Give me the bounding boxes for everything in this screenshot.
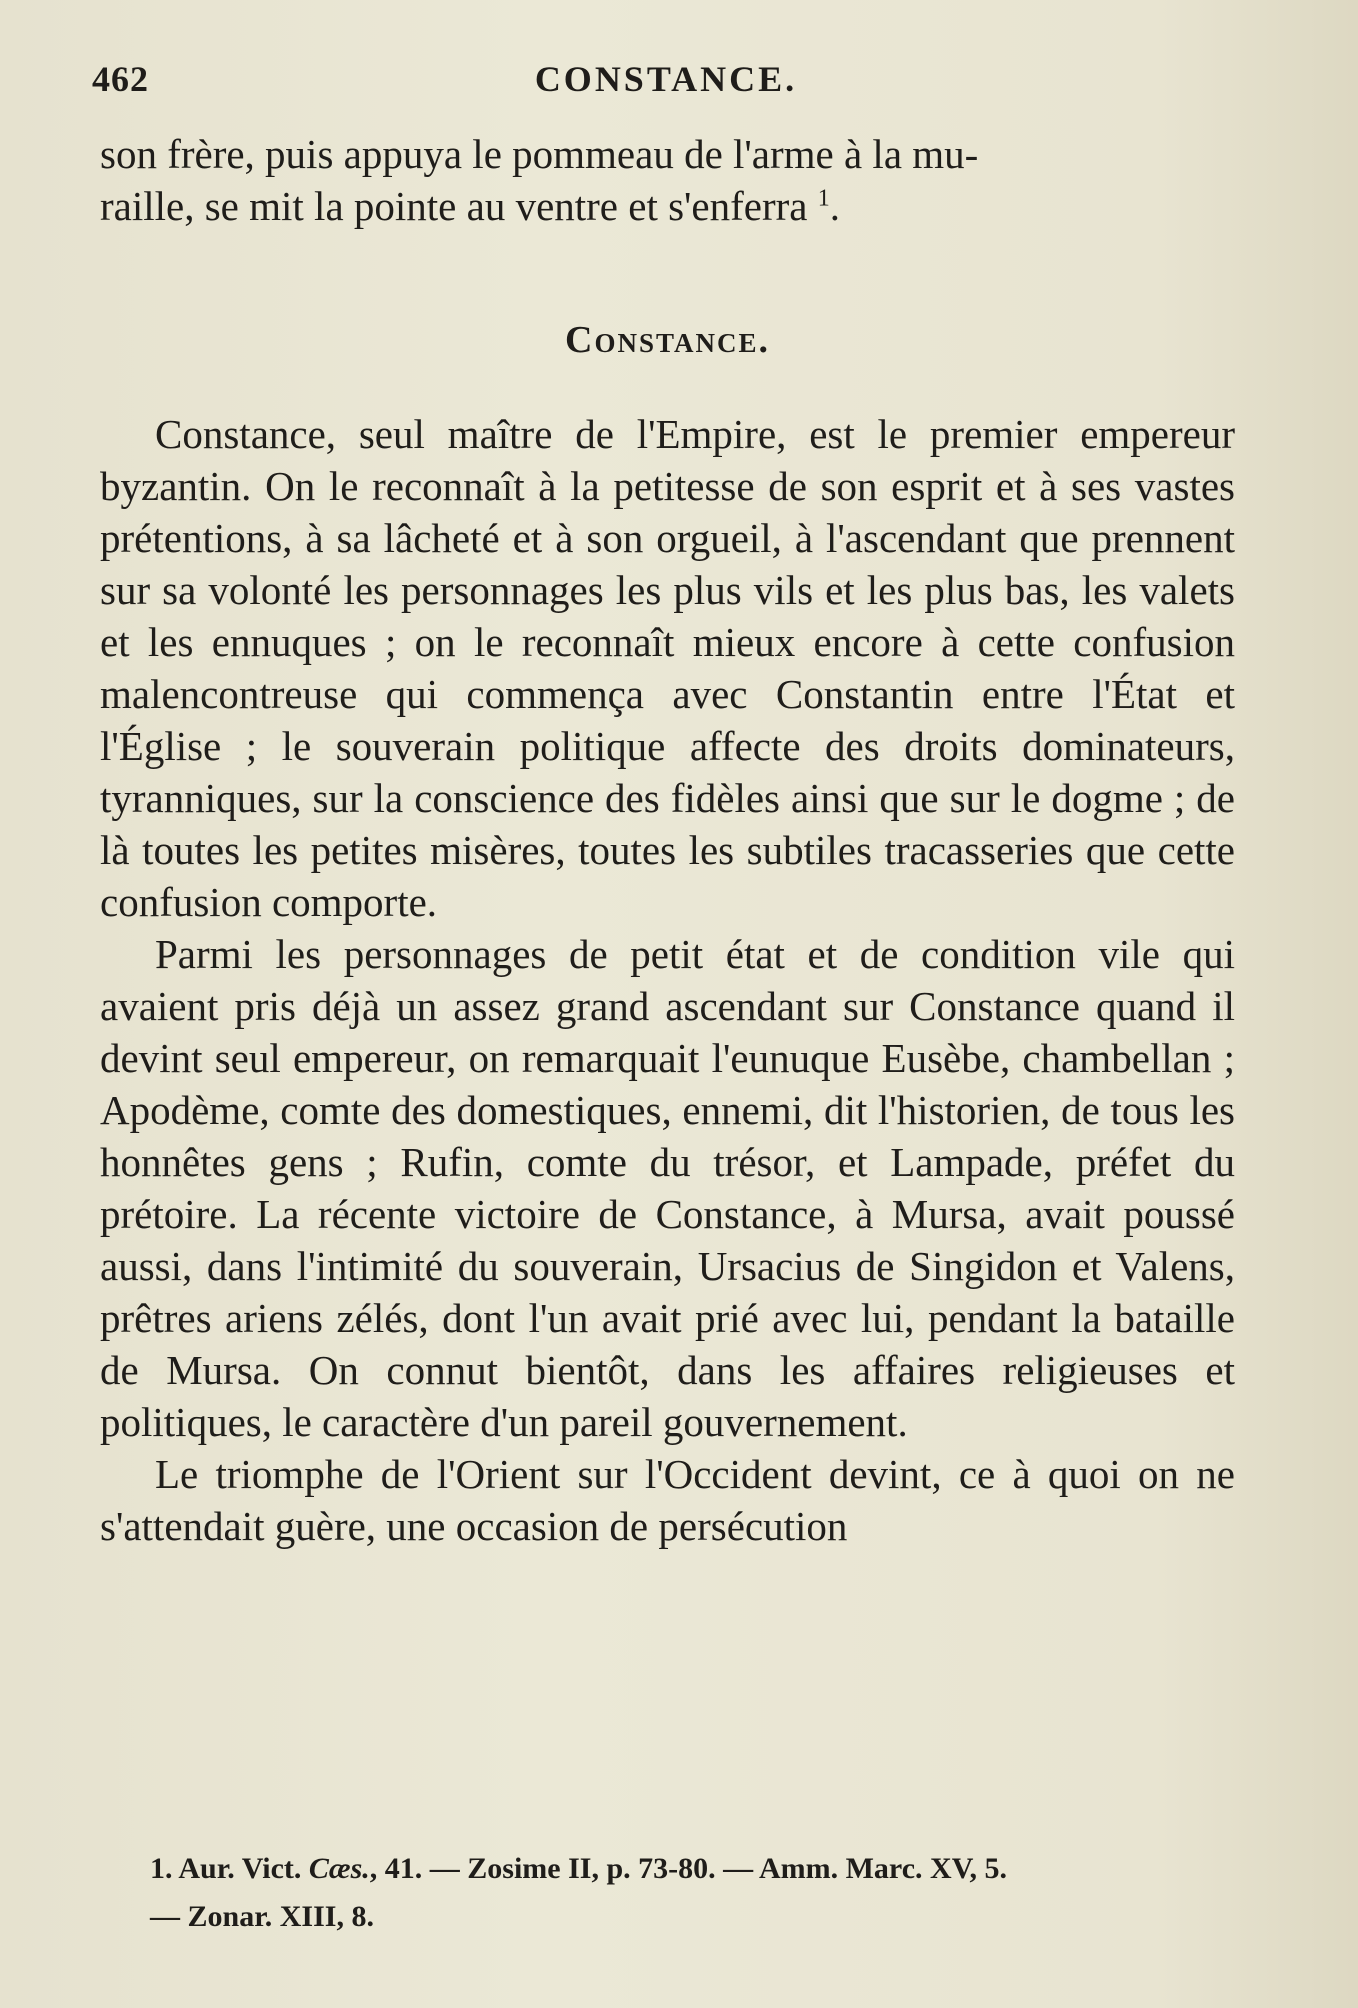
page-number: 462 bbox=[92, 59, 149, 99]
footnote-source-a: Aur. Vict. bbox=[178, 1852, 302, 1885]
section-title: Constance. bbox=[565, 319, 770, 361]
intro-line-2-end: . bbox=[829, 183, 840, 229]
paragraph-1: Constance, seul maître de l'Empire, est le premier empereur byzantin. On le reconnaît à la petitesse de son esprit et à ses vastes prétentions, à sa lâcheté et à son orgueil, à l'ascendant que prennent sur sa volonté les personnages les plus vils et les plus bas, les valets et les ennuques ; on le reconnaît mieux encore à cette confusion malencontreuse qui commença avec Constantin entre l'État et l'Église ; le souverain politique affecte des droits dominateurs, tyranniques, sur la conscience des fidèles ainsi que sur le dogme ; de là toutes les petites misères, toutes les subtiles tracasseries que cette confusion comporte. bbox=[100, 411, 1235, 925]
footnote-1-continued: — Zonar. XIII, 8. bbox=[150, 1900, 374, 1933]
running-title: CONSTANCE. bbox=[534, 59, 798, 99]
intro-line-1: son frère, puis appuya le pommeau de l'arme à la mu- bbox=[100, 131, 979, 177]
paragraph-3: Le triomphe de l'Orient sur l'Occident devint, ce à quoi on ne s'attendait guère, une occasion de persécution bbox=[100, 1451, 1235, 1549]
intro-line-2 bbox=[100, 180, 1235, 232]
paragraph-2: Parmi les personnages de petit état et de condition vile qui avaient pris déjà un assez grand ascendant sur Constance quand il devint seul empereur, on remarquait l'eunuque Eusèbe, chambellan ; Apodème, comte des domestiques, ennemi, dit l'historien, de tous les honnêtes gens ; Rufin, comte du trésor, et Lampade, préfet du prétoire. La récente victoire de Constance, à Mursa, avait poussé aussi, dans l'intimité du souverain, Ursacius de Singidon et Valens, prêtres ariens zélés, dont l'un avait prié avec lui, pendant la bataille de Mursa. On connut bientôt, dans les affaires religieuses et politiques, le caractère d'un pareil gouvernement. bbox=[100, 931, 1235, 1445]
footnote-reference: 1 bbox=[817, 185, 830, 212]
body-text bbox=[100, 408, 1235, 1552]
intro-paragraph bbox=[100, 128, 1235, 232]
page-header bbox=[92, 58, 1240, 110]
footnotes bbox=[150, 1845, 1250, 1941]
footnote-number: 1. bbox=[150, 1852, 173, 1885]
intro-line-2-text: raille, se mit la pointe au ventre et s'enferra bbox=[100, 183, 808, 229]
footnote-source-b: , 41. — Zosime II, p. 73-80. — Amm. Marc. XV, 5. bbox=[369, 1852, 1007, 1885]
footnote-1 bbox=[150, 1845, 1250, 1893]
footnote-italic: Cæs. bbox=[308, 1852, 370, 1885]
